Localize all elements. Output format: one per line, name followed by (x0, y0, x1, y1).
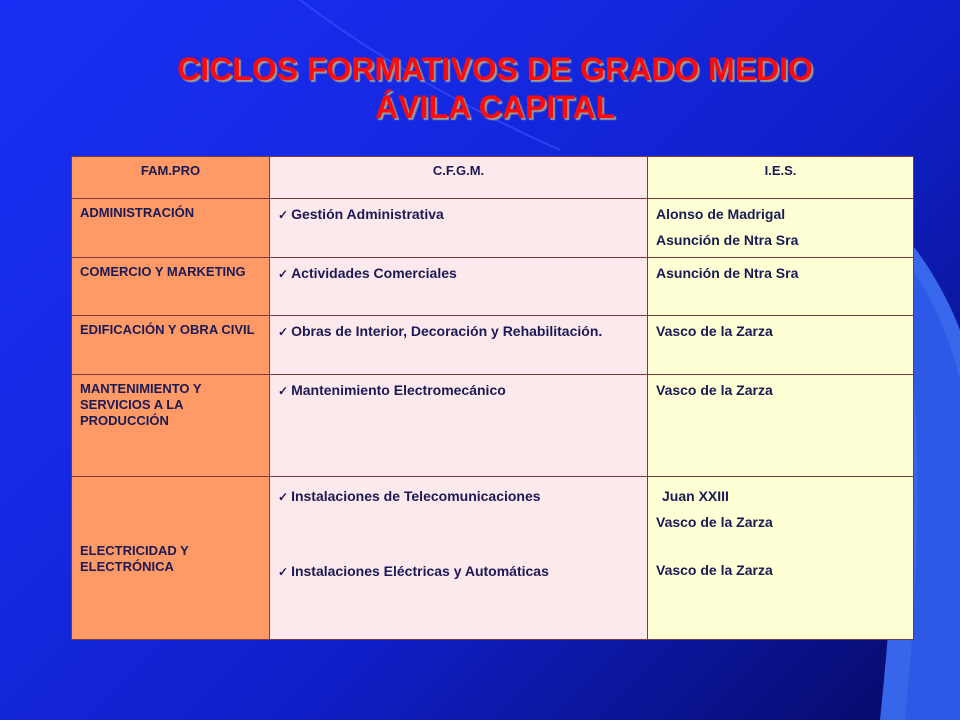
family-cell: ELECTRICIDAD Y ELECTRÓNICA (72, 476, 270, 639)
checkmark-icon: ✓ (278, 325, 289, 340)
school-item: Vasco de la Zarza (656, 323, 773, 340)
cycle-item: ✓ Instalaciones de Telecomunicaciones (278, 487, 541, 504)
cycle-item: ✓ Instalaciones Eléctricas y Automáticas (278, 562, 549, 579)
title-line-1: CICLOS FORMATIVOS DE GRADO MEDIO (177, 51, 813, 87)
family-cell: MANTENIMIENTO Y SERVICIOS A LA PRODUCCIÓN (72, 374, 270, 476)
training-cycles-table (71, 156, 914, 640)
title-line-2: ÁVILA CAPITAL (375, 89, 615, 125)
family-cell: EDIFICACIÓN Y OBRA CIVIL (72, 316, 270, 375)
checkmark-icon: ✓ (278, 208, 289, 223)
family-cell: ADMINISTRACIÓN (72, 199, 270, 258)
table-row (72, 316, 914, 375)
school-item: Asunción de Ntra Sra (656, 264, 799, 281)
cycle-item: ✓ Obras de Interior, Decoración y Rehabilitación. (278, 323, 603, 340)
checkmark-icon: ✓ (278, 489, 289, 504)
cycle-cell (270, 199, 648, 258)
school-item: Asunción de Ntra Sra (656, 232, 799, 249)
cycle-item: ✓ Actividades Comerciales (278, 264, 457, 281)
table-row (72, 374, 914, 476)
school-item: Vasco de la Zarza (656, 513, 773, 530)
school-cell (648, 257, 914, 316)
school-cell (648, 316, 914, 375)
cycle-cell (270, 476, 648, 639)
cycle-cell (270, 257, 648, 316)
cycle-cell (270, 374, 648, 476)
checkmark-icon: ✓ (278, 266, 289, 281)
cycle-item: ✓ Mantenimiento Electromecánico (278, 381, 506, 398)
table-row (72, 199, 914, 258)
family-cell: COMERCIO Y MARKETING (72, 257, 270, 316)
header-cycle: C.F.G.M. (270, 157, 648, 199)
header-family: FAM.PRO (72, 157, 270, 199)
school-item: Vasco de la Zarza (656, 561, 773, 578)
table-row (72, 476, 914, 639)
school-item: Vasco de la Zarza (656, 381, 773, 398)
table-row (72, 257, 914, 316)
cycle-item: ✓ Gestión Administrativa (278, 206, 444, 223)
checkmark-icon: ✓ (278, 564, 289, 579)
school-cell (648, 476, 914, 639)
slide-title (0, 50, 960, 126)
table-header-row (72, 157, 914, 199)
cycle-cell (270, 316, 648, 375)
school-cell (648, 199, 914, 258)
checkmark-icon: ✓ (278, 383, 289, 398)
school-item: Juan XXIII (662, 487, 729, 504)
header-school: I.E.S. (648, 157, 914, 199)
school-cell (648, 374, 914, 476)
school-item: Alonso de Madrigal (656, 206, 786, 223)
